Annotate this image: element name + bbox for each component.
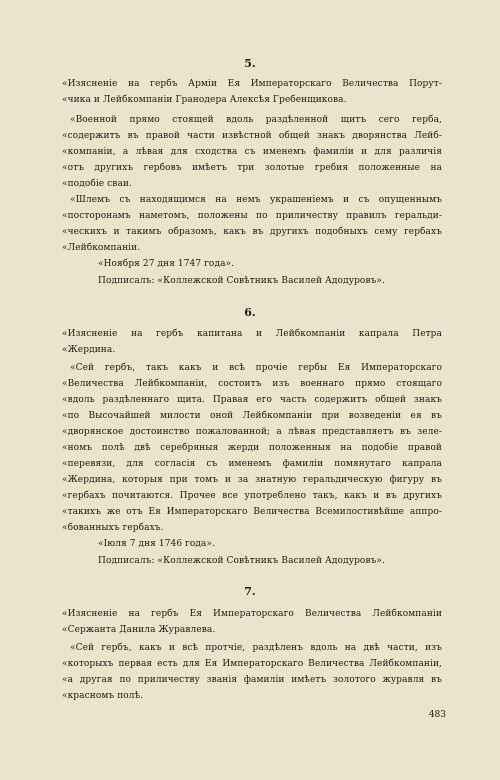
- text-line: «посторонамъ наметомъ, положены по приличеству правилъ геральди-: [62, 211, 442, 221]
- text-line: «вдоль раздѣленнаго щита. Правая его часть содержитъ общей знакъ: [62, 395, 442, 405]
- text-line: «Лейбкомпаніи.: [62, 243, 141, 253]
- text-line: «Величества Лейбкомпаніи, состоитъ изъ военнаго прямо стоящаго: [62, 379, 442, 389]
- text-line: «компаніи, а лѣвая для сходства съ именемъ фамиліи и для различія: [62, 147, 442, 157]
- text-line: «Шлемъ съ находящимся на немъ украшеніемъ и съ опущеннымъ: [70, 195, 442, 205]
- text-line: «Сержанта Данила Журавлева.: [62, 625, 216, 635]
- text-line: «Изясненіе на гербъ Ея Императорскаго Величества Лейбкомпаніи: [62, 609, 442, 619]
- section-number-7: 7.: [244, 585, 256, 598]
- text-line: «Изясненіе на гербъ капитана и Лейбкомпаніи капрала Петра: [62, 329, 442, 339]
- text-line: «бованныхъ гербахъ.: [62, 523, 164, 533]
- signature-line: Подписалъ: «Коллежской Совѣтникъ Василей Адодуровъ».: [98, 556, 385, 566]
- text-line: «перевязи, для согласія съ именемъ фамиліи помянутаго капрала: [62, 459, 442, 469]
- date-line: «Ноября 27 дня 1747 года».: [98, 259, 235, 269]
- text-line: «такихъ же отъ Ея Императорскаго Величества Всемилостивѣйше аппро-: [62, 507, 442, 517]
- text-line: «чика и Лейбкомпаніи Гранодера Алексѣя Гребенщикова.: [62, 95, 347, 105]
- page-number: 483: [428, 710, 446, 720]
- text-line: «Жердина, которыя при томъ и за знатную геральдическую фигуру въ: [62, 475, 442, 485]
- text-line: «а другая по приличеству званія фамиліи имѣетъ золотого журавля въ: [62, 675, 442, 685]
- text-line: «ческихъ и такимъ образомъ, какъ въ другихъ подобныхъ сему гербахъ: [62, 227, 442, 237]
- text-line: «Жердина.: [62, 345, 116, 355]
- signature-line: Подписалъ: «Коллежской Совѣтникъ Василей Адодуровъ».: [98, 276, 385, 286]
- text-line: «подобіе сваи.: [62, 179, 132, 189]
- text-line: «которыхъ первая есть для Ея Императорскаго Величества Лейбкомпаніи,: [62, 659, 442, 669]
- section-number-5: 5.: [244, 57, 256, 70]
- text-line: «номъ полѣ двѣ серебряныя жерди положенныя на подобіе правой: [62, 443, 442, 453]
- text-line: «Сей гербъ, такъ какъ и всѣ прочіе гербы Ея Императорскаго: [70, 363, 442, 373]
- text-line: «по Высочайшей милости оной Лейбкомпаніи при возведеніи ея въ: [62, 411, 442, 421]
- date-line: «Іюля 7 дня 1746 года».: [98, 539, 216, 549]
- section-number-6: 6.: [244, 306, 256, 319]
- text-line: «отъ другихъ гербовъ имѣетъ три золотые гребия положенные на: [62, 163, 442, 173]
- text-line: «Сей гербъ, какъ и всѣ протчіе, раздѣленъ вдоль на двѣ части, изъ: [70, 643, 442, 653]
- text-line: «Военной прямо стоящей вдоль раздѣленной щитъ сего герба,: [70, 115, 442, 125]
- text-line: «гербахъ почитаются. Прочее все употреблено такъ, какъ и въ другихъ: [62, 491, 442, 501]
- text-line: «Изясненіе на гербъ Арміи Ея Императорскаго Величества Порут-: [62, 79, 442, 89]
- text-line: «содержитъ въ правой части извѣстной общей знакъ дворянства Лейб-: [62, 131, 442, 141]
- text-line: «красномъ полѣ.: [62, 691, 144, 701]
- text-line: «дворянское достоинство пожалованной; а лѣвая представляетъ въ зеле-: [62, 427, 442, 437]
